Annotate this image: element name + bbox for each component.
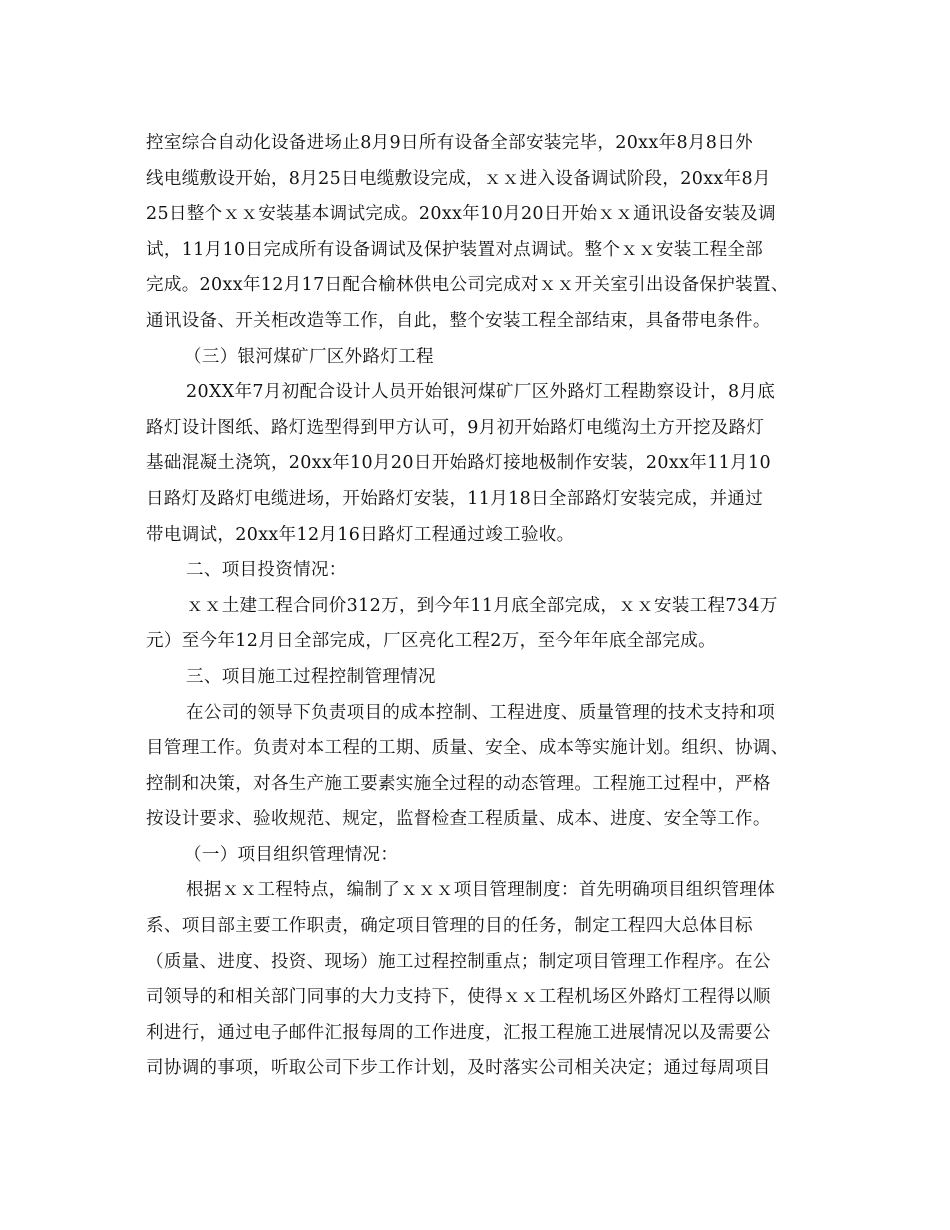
body-line: 试，11月10日完成所有设备调试及保护装置对点调试。整个ｘｘ安装工程全部 <box>146 239 764 260</box>
body-line: 控室综合自动化设备进场止8月9日所有设备全部安装完毕，20xx年8月8日外 <box>146 133 753 153</box>
section-heading: 二、项目投资情况： <box>186 560 347 581</box>
body-line: 按设计要求、验收规范、规定，监督检查工程质量、成本、进度、安全等工作。 <box>146 809 771 830</box>
body-line: 司领导的和相关部门同事的大力支持下，使得ｘｘ工程机场区外路灯工程得以顺 <box>146 987 771 1008</box>
section-heading: 三、项目施工过程控制管理情况 <box>186 666 436 687</box>
body-line: 控制和决策，对各生产施工要素实施全过程的动态管理。工程施工过程中，严格 <box>146 773 771 794</box>
body-line: 基础混凝土浇筑，20xx年10月20日开始路灯接地极制作安装，20xx年11月10 <box>146 453 771 474</box>
paragraph-first-line: 根据ｘｘ工程特点，编制了ｘｘｘ项目管理制度：首先明确项目组织管理体 <box>186 880 776 901</box>
paragraph-first-line: 在公司的领导下负责项目的成本控制、工程进度、质量管理的技术支持和项 <box>186 702 776 723</box>
section-heading: （三）银河煤矿厂区外路灯工程 <box>184 346 434 367</box>
section-heading: （一）项目组织管理情况： <box>184 844 399 865</box>
body-line: 司协调的事项，听取公司下步工作计划，及时落实公司相关决定；通过每周项目 <box>146 1058 771 1079</box>
body-line: 25日整个ｘｘ安装基本调试完成。20xx年10月20日开始ｘｘ通讯设备安装及调 <box>146 204 776 225</box>
body-line: 目管理工作。负责对本工程的工期、质量、安全、成本等实施计划。组织、协调、 <box>146 738 789 759</box>
paragraph-first-line: ｘｘ土建工程合同价312万，到今年11月底全部完成，ｘｘ安装工程734万 <box>186 595 778 616</box>
body-line: 带电调试，20xx年12月16日路灯工程通过竣工验收。 <box>146 524 575 545</box>
body-line: （质量、进度、投资、现场）施工过程控制重点；制定项目管理工作程序。在公 <box>146 951 771 972</box>
body-line: 线电缆敷设开始，8月25日电缆敷设完成，ｘｘ进入设备调试阶段，20xx年8月 <box>146 168 771 189</box>
body-line: 日路灯及路灯电缆进场，开始路灯安装，11月18日全部路灯安装完成，并通过 <box>146 488 764 509</box>
paragraph-first-line: 20XX年7月初配合设计人员开始银河煤矿厂区外路灯工程勘察设计，8月底 <box>186 382 776 403</box>
document-body <box>146 126 806 1087</box>
body-line: 元）至今年12月日全部完成，厂区亮化工程2万，至今年年底全部完成。 <box>146 631 716 652</box>
body-line: 利进行，通过电子邮件汇报每周的工作进度，汇报工程施工进展情况以及需要公 <box>146 1022 771 1043</box>
body-line: 系、项目部主要工作职责，确定项目管理的目的任务，制定工程四大总体目标 <box>146 916 753 937</box>
body-line: 完成。20xx年12月17日配合榆林供电公司完成对ｘｘ开关室引出设备保护装置、 <box>146 275 789 296</box>
body-line: 通讯设备、开关柜改造等工作，自此，整个安装工程全部结束，具备带电条件。 <box>146 310 771 331</box>
body-line: 路灯设计图纸、路灯选型得到甲方认可，9月初开始路灯电缆沟土方开挖及路灯 <box>146 417 765 438</box>
